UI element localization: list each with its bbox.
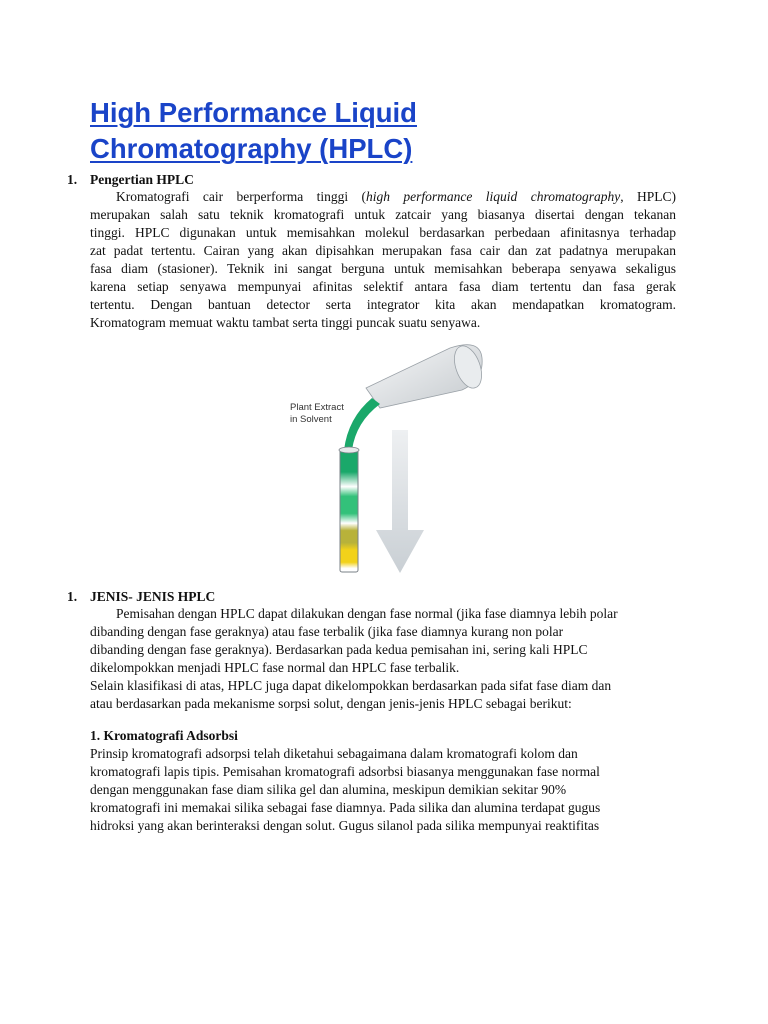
paragraph-line: kromatografi ini memakai silika sebagai fase diamnya. Pada silika dan alumina terdapat gugus bbox=[90, 800, 601, 815]
figure-label: Plant Extract in Solvent bbox=[290, 402, 344, 425]
paragraph-adsorbsi bbox=[90, 745, 676, 835]
title-line-1[interactable]: High Performance Liquid bbox=[90, 97, 417, 128]
page-title[interactable] bbox=[90, 95, 676, 167]
section-number: 1. bbox=[67, 589, 78, 604]
paragraph-jenis bbox=[90, 605, 676, 713]
paragraph-line: tertentu. Dengan bantuan detector serta integrator kita akan mendapatkan kromatogram. bbox=[90, 297, 676, 312]
paragraph-pengertian bbox=[90, 188, 676, 332]
subsection-heading: 1. Kromatografi Adsorbsi bbox=[90, 728, 238, 743]
paragraph-line: Pemisahan dengan HPLC dapat dilakukan dengan fase normal (jika fase diamnya lebih polar bbox=[116, 606, 618, 621]
paragraph-line: hidroksi yang akan berinteraksi dengan solut. Gugus silanol pada silika mempunyai reaktifitas bbox=[90, 818, 600, 833]
paragraph-line: fasa diam (stasioner). Teknik ini sangat berguna untuk memisahkan beberapa senyawa sekaligus bbox=[90, 261, 676, 276]
paragraph-line: dibanding dengan fase geraknya) atau fase terbalik (jika fase diamnya kurang non polar bbox=[90, 624, 564, 639]
paragraph-line: Kromatogram memuat waktu tambat serta tinggi puncak suatu senyawa. bbox=[90, 315, 481, 330]
paragraph-line: tinggi. HPLC digunakan untuk memisahkan molekul berdasarkan perbedaan afinitasnya terhadap bbox=[90, 225, 676, 240]
section-heading-jenis bbox=[67, 588, 653, 605]
section-heading-pengertian bbox=[67, 171, 653, 188]
paragraph-line: dengan menggunakan fase diam silika gel dan alumina, meskipun demikian sekitar 90% bbox=[90, 782, 567, 797]
chromatography-column-illustration bbox=[90, 340, 676, 578]
section-heading-text: Pengertian HPLC bbox=[90, 172, 194, 187]
paragraph-line: dibanding dengan fase geraknya). Berdasarkan pada kedua pemisahan ini, sering kali HPLC bbox=[90, 642, 588, 657]
paragraph-line: karena setiap senyawa mempunyai afinitas selektif antara fasa diam tertentu dan fasa gerak bbox=[90, 279, 676, 294]
paragraph-line: atau berdasarkan pada mekanisme sorpsi solut, dengan jenis-jenis HPLC sebagai berikut: bbox=[90, 696, 572, 711]
paragraph-line: Prinsip kromatografi adsorpsi telah diketahui sebagaimana dalam kromatografi kolom dan bbox=[90, 746, 578, 761]
section-number: 1. bbox=[67, 172, 78, 187]
section-heading-text: JENIS- JENIS HPLC bbox=[90, 589, 216, 604]
hplc-figure bbox=[90, 340, 676, 578]
document-page bbox=[67, 95, 676, 835]
paragraph-line: dikelompokkan menjadi HPLC fase normal dan HPLC fase terbalik. bbox=[90, 660, 460, 675]
paragraph-line: merupakan salah satu teknik kromatografi untuk zatcair yang biasanya disertai dengan tekanan bbox=[90, 207, 676, 222]
down-arrow-icon bbox=[376, 430, 424, 573]
paragraph-line: kromatografi lapis tipis. Pemisahan kromatografi adsorbsi biasanya menggunakan fase normal bbox=[90, 764, 600, 779]
paragraph-line: Kromatografi cair berperforma tinggi (high performance liquid chromatography, HPLC) bbox=[116, 189, 676, 204]
paragraph-line: Selain klasifikasi di atas, HPLC juga dapat dikelompokkan berdasarkan pada sifat fase diam dan bbox=[90, 678, 612, 693]
title-line-2[interactable]: Chromatography (HPLC) bbox=[90, 133, 413, 164]
solvent-stream bbox=[344, 398, 380, 450]
paragraph-line: zat padat tertentu. Cairan yang akan dipisahkan merupakan fasa cair dan zat padatnya merupakan bbox=[90, 243, 676, 258]
chromatography-column bbox=[340, 450, 358, 572]
